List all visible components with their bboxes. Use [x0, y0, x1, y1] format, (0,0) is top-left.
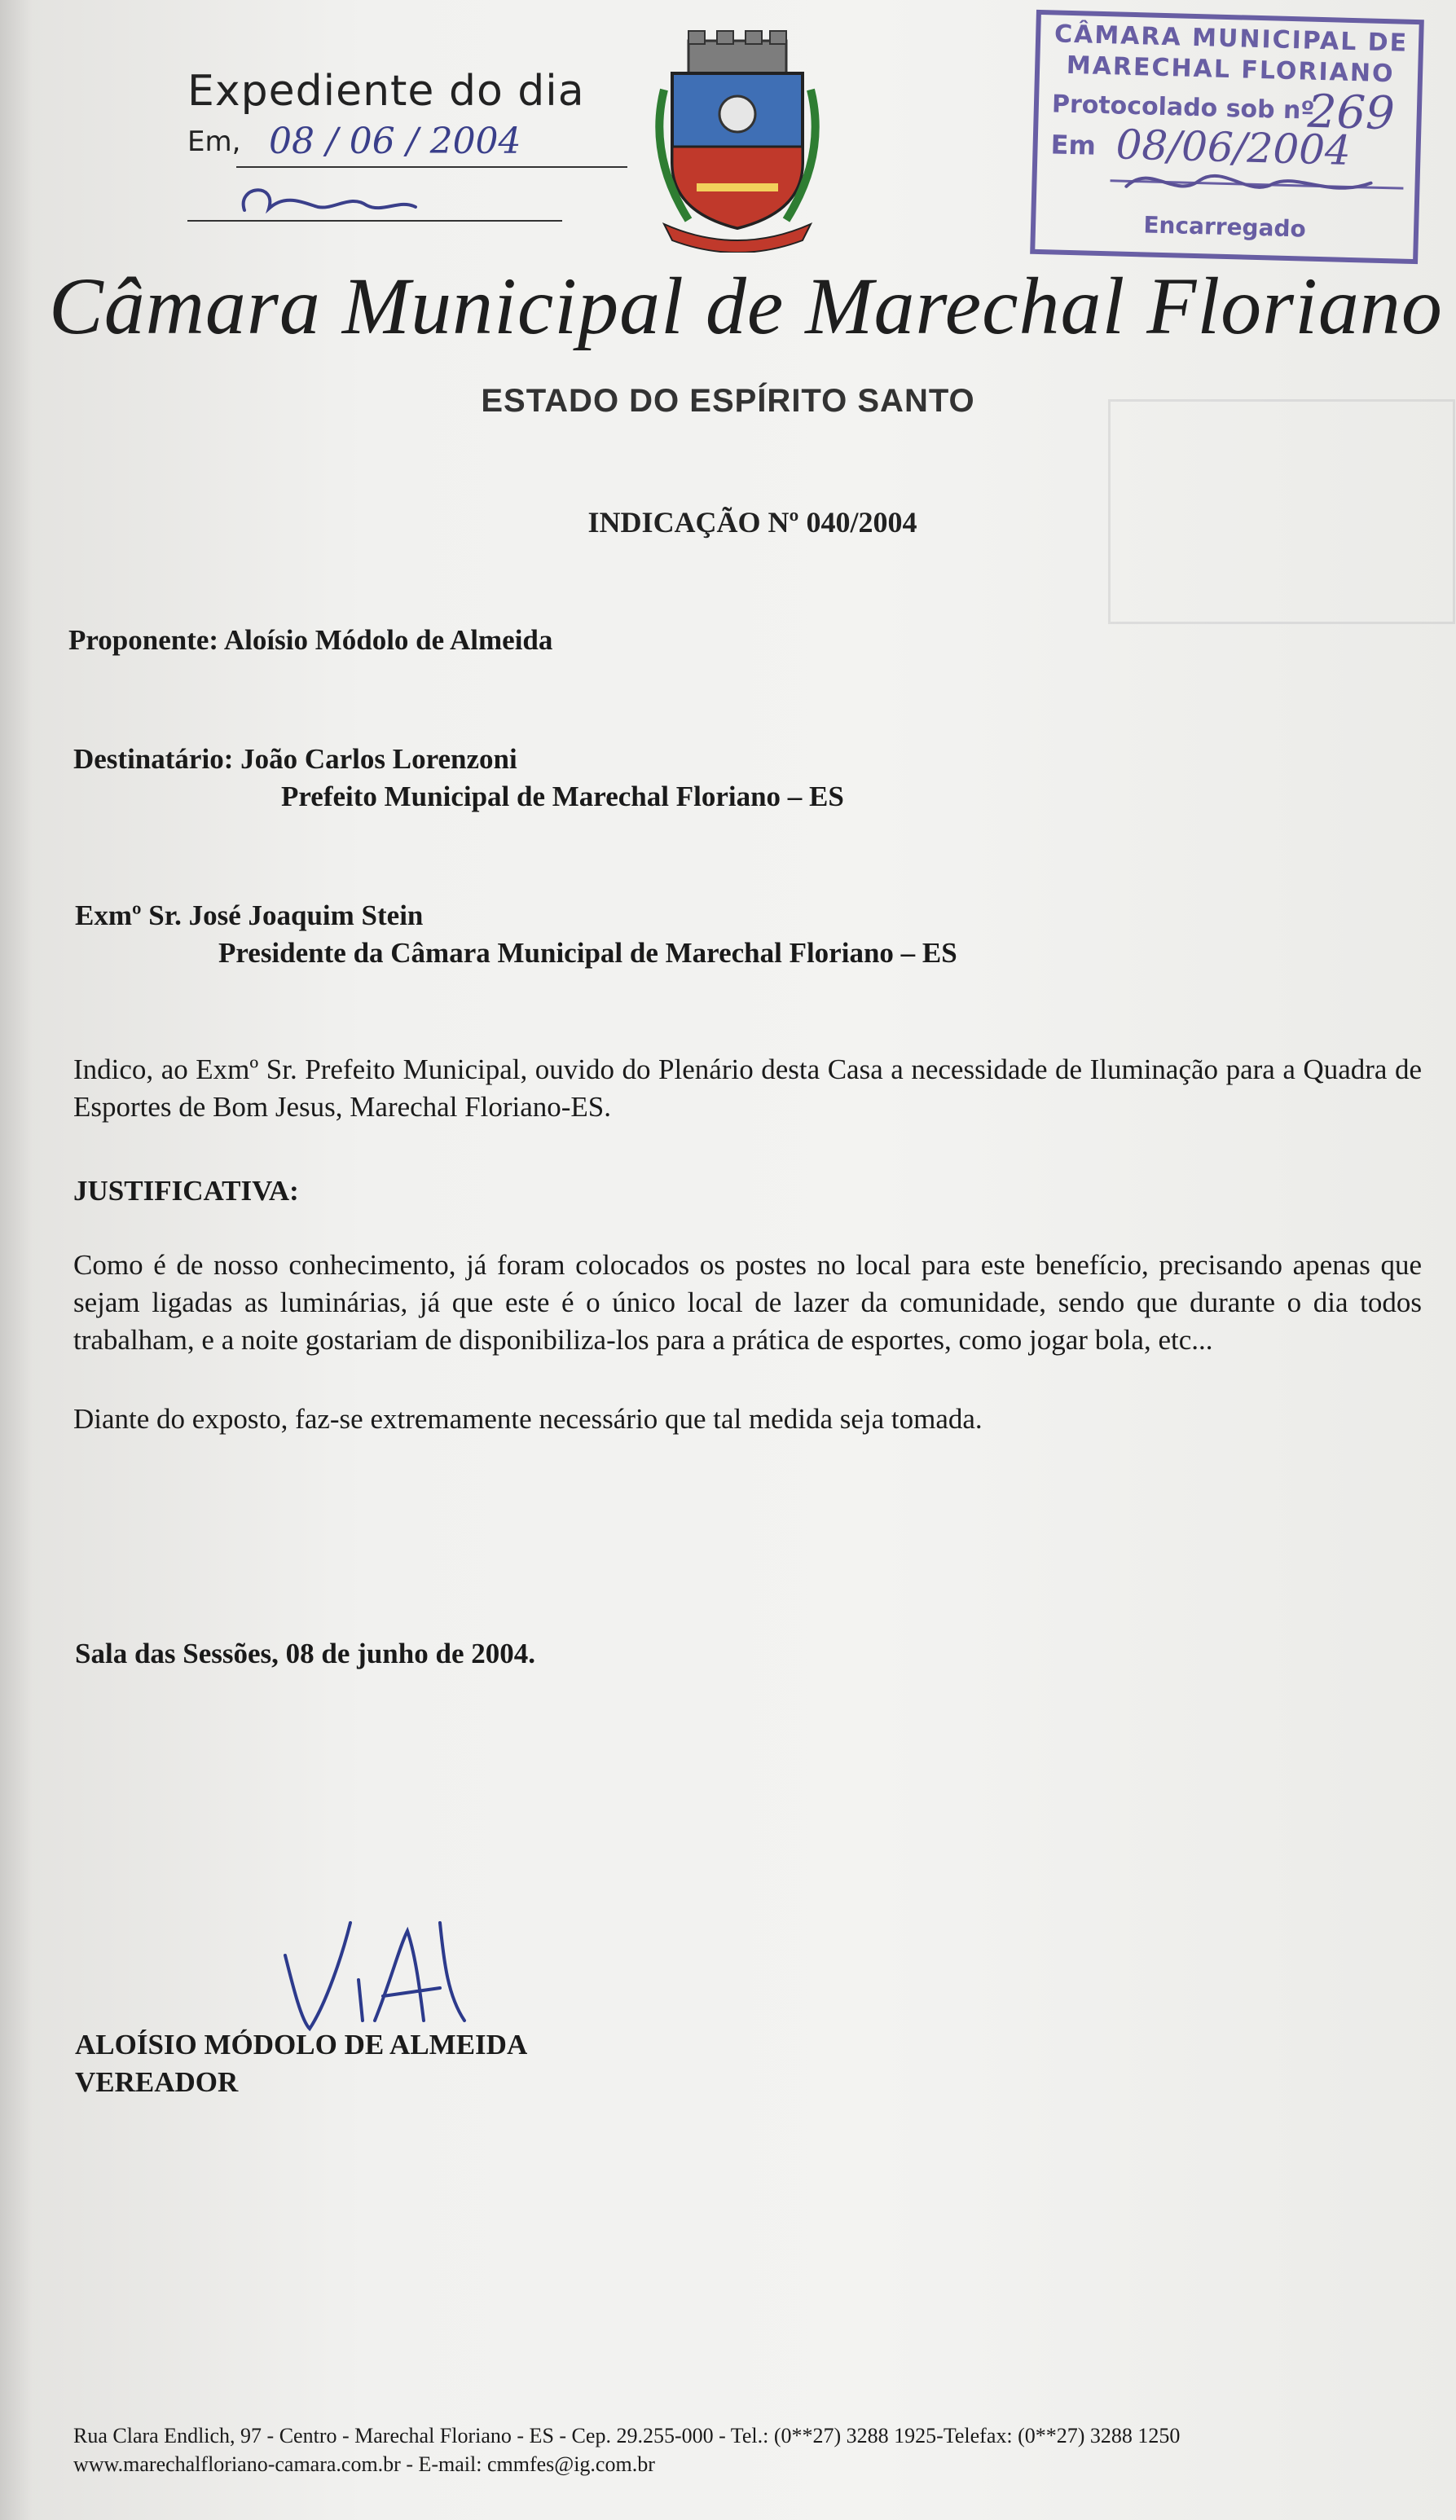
expediente-signature-scribble — [187, 178, 562, 220]
binding-shadow — [0, 0, 33, 2520]
justification-paragraph: Como é de nosso conhecimento, já foram colocados os postes no local para este benefício, precisando apenas que sejam ligadas as luminárias, já que este é o único local de lazer da comunidade, sendo que durante o dia todos trabalham, e a noite gostariam de disponibiliza-los para a prática de esportes, como jogar bola, etc... — [73, 1249, 1422, 1356]
destinatario-title: Prefeito Municipal de Marechal Floriano – ES — [281, 781, 844, 812]
footer-web-email: www.marechalfloriano-camara.com.br - E-mail: cmmfes@ig.com.br — [73, 2452, 655, 2476]
signer-name: ALOÍSIO MÓDOLO DE ALMEIDA — [75, 2029, 528, 2060]
stamp-encarregado: Encarregado — [1143, 211, 1307, 243]
signature-icon — [277, 1906, 489, 2045]
coat-of-arms-icon — [640, 24, 835, 253]
destinatario-label: Destinatário: — [73, 743, 234, 775]
proponente-name: Aloísio Módolo de Almeida — [223, 624, 553, 656]
expediente-signature — [187, 178, 562, 222]
expediente-date: 08 / 06 / 2004 — [236, 121, 627, 168]
expediente-block — [187, 67, 611, 230]
proponente-label: Proponente: — [68, 624, 219, 656]
state-subtitle: ESTADO DO ESPÍRITO SANTO — [481, 383, 975, 419]
indication-paragraph: Indico, ao Exmº Sr. Prefeito Municipal, ouvido do Plenário desta Casa a necessidade de Iluminação para a Quadra de Esportes de Bom Jesus, Marechal Floriano-ES. — [73, 1053, 1422, 1123]
stamp-protocol-label: Protocolado sob nº — [1051, 90, 1315, 125]
conclusion-line: Diante do exposto, faz-se extremamente necessário que tal medida seja tomada. — [73, 1403, 983, 1435]
expediente-em-label: Em, — [187, 125, 241, 158]
footer-address: Rua Clara Endlich, 97 - Centro - Marechal Floriano - ES - Cep. 29.255-000 - Tel.: (0**27) 3288 1925-Telefax: (0**27) 3288 1250 — [73, 2424, 1181, 2447]
stamp-line1: CÂMARA MUNICIPAL DE — [1054, 20, 1409, 58]
addressee-title: Presidente da Câmara Municipal de Marechal Floriano – ES — [218, 937, 957, 969]
stamp-protocol-number: 269 — [1306, 85, 1396, 141]
stamp-date: 08/06/2004 — [1115, 121, 1352, 174]
destinatario-name: João Carlos Lorenzoni — [240, 743, 517, 775]
stamp-em-label: Em — [1050, 129, 1097, 161]
document-number: INDICAÇÃO Nº 040/2004 — [587, 506, 917, 539]
stamp-line2: MARECHAL FLORIANO — [1066, 51, 1395, 89]
place-date: Sala das Sessões, 08 de junho de 2004. — [75, 1638, 535, 1669]
protocol-stamp — [1030, 10, 1424, 264]
proponente-line — [68, 624, 552, 657]
expediente-title: Expediente do dia — [187, 67, 585, 116]
institution-title: Câmara Municipal de Marechal Floriano — [49, 261, 1443, 351]
stamp-signature-scribble — [1110, 161, 1388, 209]
destinatario-line — [73, 743, 517, 776]
addressee-salutation: Exmº Sr. José Joaquim Stein — [75, 899, 424, 931]
signer-role: VEREADOR — [75, 2066, 239, 2098]
justification-heading: JUSTIFICATIVA: — [73, 1175, 299, 1207]
